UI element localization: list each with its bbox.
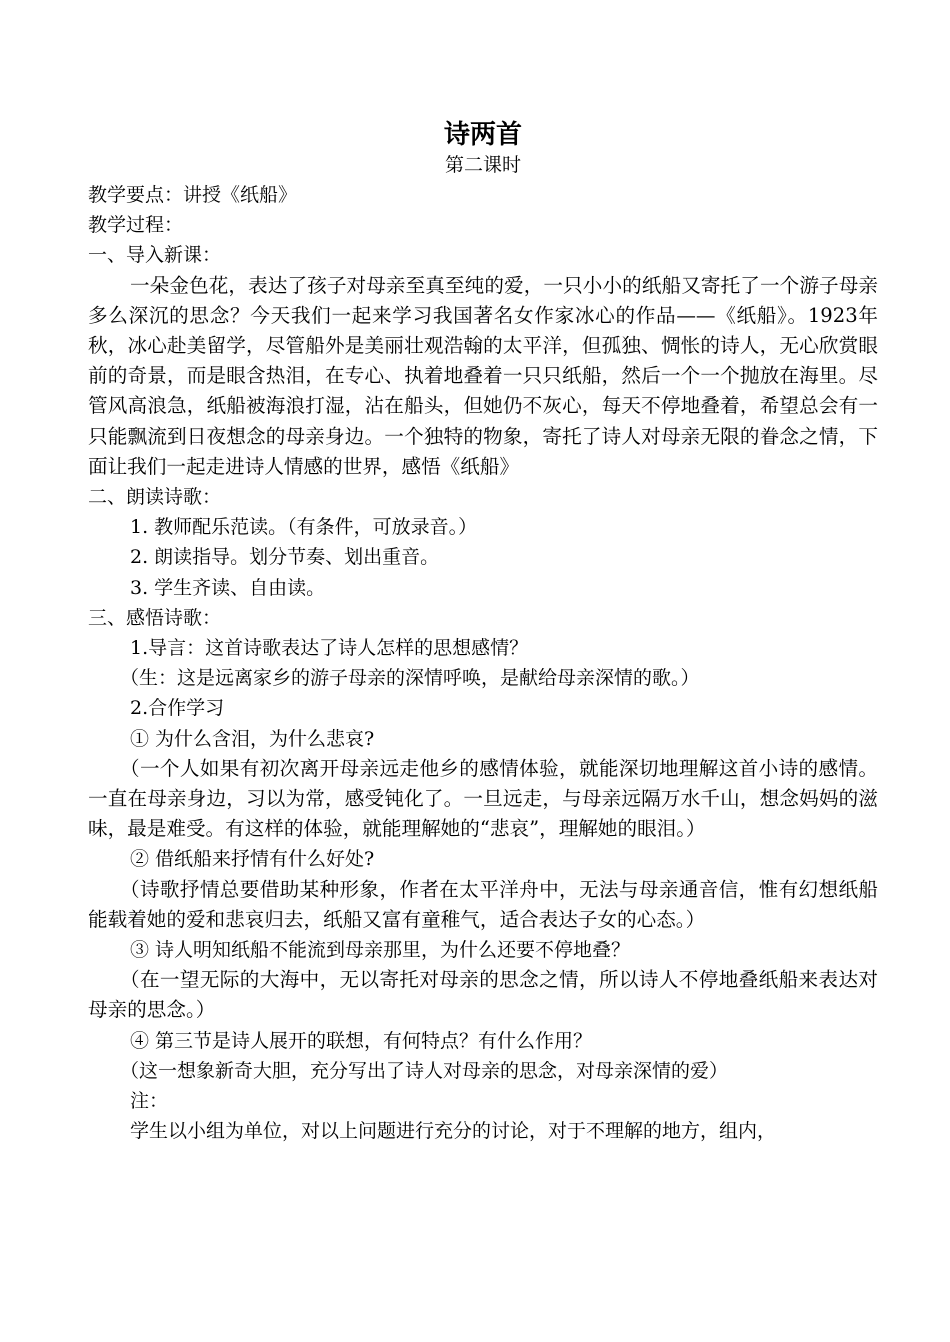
process-label: 教学过程：	[88, 214, 184, 237]
reading-item: 1. 教师配乐范读。（有条件，可放录音。）	[130, 516, 478, 539]
note-label: 注：	[130, 1090, 169, 1113]
section-heading-reading: 二、朗读诗歌：	[88, 486, 222, 509]
question-1: ① 为什么含泪，为什么悲哀?	[130, 727, 375, 750]
page-subtitle: 第二课时	[444, 154, 521, 176]
reading-item: 2. 朗读指导。划分节奏、划出重音。	[130, 546, 440, 569]
reading-item: 3. 学生齐读、自由读。	[130, 576, 326, 599]
question-2: ② 借纸船来抒情有什么好处?	[130, 848, 375, 871]
document-page	[88, 118, 878, 1147]
question-3: ③ 诗人明知纸船不能流到母亲那里，为什么还要不停地叠？	[130, 939, 631, 962]
question-4: ④ 第三节是诗人展开的联想，有何特点？有什么作用？	[130, 1029, 593, 1052]
guide-answer: （生：这是远离家乡的游子母亲的深情呼唤，是献给母亲深情的歌。）	[120, 667, 700, 690]
guide-question: 1.导言：这首诗歌表达了诗人怎样的思想感情？	[130, 637, 529, 660]
answer-3: （在一望无际的大海中，无以寄托对母亲的思念之情，所以诗人不停地叠纸船来表达对母亲的思念。）	[88, 968, 878, 1022]
answer-4: （这一想象新奇大胆，充分写出了诗人对母亲的思念，对母亲深情的爱）	[120, 1059, 729, 1082]
note-text: 学生以小组为单位，对以上问题进行充分的讨论，对于不理解的地方，组内，	[130, 1120, 777, 1143]
cooperative-learning-label: 2.合作学习	[130, 697, 225, 720]
intro-paragraph: 一朵金色花，表达了孩子对母亲至真至纯的爱，一只小小的纸船又寄托了一个游子母亲多么深沉的思念？今天我们一起来学习我国著名女作家冰心的作品——《纸船》。1923年秋，冰心赴美留学，尽管船外是美丽壮观浩翰的太平洋，但孤独、惆怅的诗人，无心欣赏眼前的奇景，而是眼含热泪，在专心、执着地叠着一只只纸船，然后一个一个抛放在海里。尽管风高浪急，纸船被海浪打湿，沾在船头，但她仍不灰心，每天不停地叠着，希望总会有一只能飘流到日夜想念的母亲身边。一个独特的物象，寄托了诗人对母亲无限的眷念之情，下面让我们一起走进诗人情感的世界，感悟《纸船》	[88, 273, 878, 478]
answer-1: （一个人如果有初次离开母亲远走他乡的感情体验，就能深切地理解这首小诗的感情。一直在母亲身边，习以为常，感受钝化了。一旦远走，与母亲远隔万水千山，想念妈妈的滋味，最是难受。有这样的体验，就能理解她的“悲哀”，理解她的眼泪。）	[88, 756, 878, 841]
page-title: 诗两首	[443, 120, 522, 150]
section-heading-intro: 一、导入新课：	[88, 244, 222, 267]
key-points: 教学要点：讲授《纸船》	[88, 184, 298, 206]
answer-2: （诗歌抒情总要借助某种形象，作者在太平洋舟中，无法与母亲通音信，惟有幻想纸船能载着她的爱和悲哀归去，纸船又富有童稚气，适合表达子女的心态。）	[88, 877, 878, 931]
section-heading-understanding: 三、感悟诗歌：	[88, 606, 222, 629]
